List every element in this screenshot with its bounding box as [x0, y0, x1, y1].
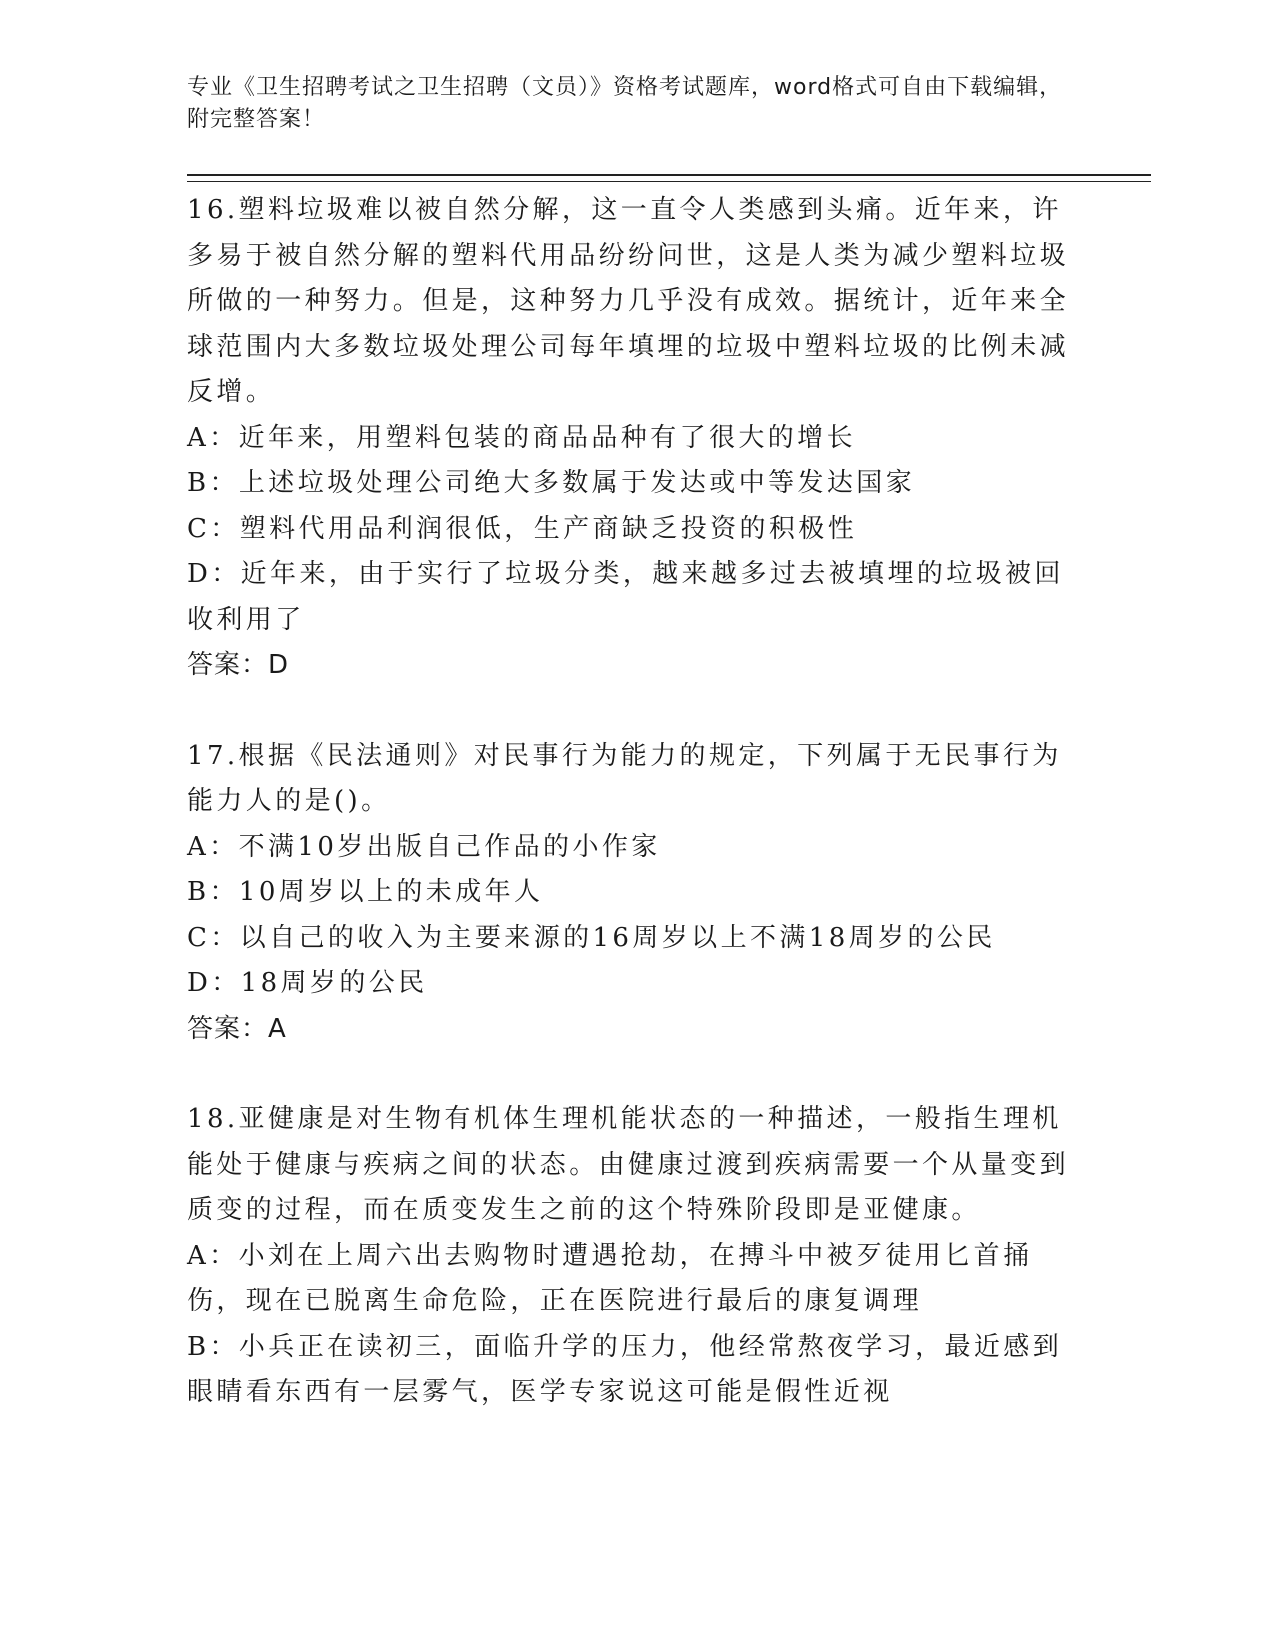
option-b: B：上述垃圾处理公司绝大多数属于发达或中等发达国家: [187, 468, 916, 498]
option-d: D：18周岁的公民: [187, 968, 428, 998]
answer: 答案：A: [187, 1013, 287, 1044]
option-a: A：小刘在上周六出去购物时遭遇抢劫，在搏斗中被歹徒用匕首捅伤，现在已脱离生命危险，正在医院进行最后的康复调理: [187, 1240, 1033, 1316]
option-a: A：不满10岁出版自己作品的小作家: [187, 831, 661, 862]
option-c: C：以自己的收入为主要来源的16周岁以上不满18周岁的公民: [187, 922, 996, 953]
header-rule-thin: [187, 181, 1151, 182]
question-17: [187, 734, 1087, 1053]
header-rule-thick: [187, 174, 1151, 176]
option-a: A：近年来，用塑料包装的商品品种有了很大的增长: [187, 422, 856, 453]
question-stem: 17.根据《民法通则》对民事行为能力的规定，下列属于无民事行为能力人的是()。: [187, 740, 1062, 816]
question-list: [187, 188, 1087, 1461]
page-header: 专业《卫生招聘考试之卫生招聘（文员）》资格考试题库，word格式可自由下载编辑，附完整答案！: [187, 75, 1063, 132]
question-stem: 16.塑料垃圾难以被自然分解，这一直令人类感到头痛。近年来，许多易于被自然分解的塑料代用品纷纷问世，这是人类为减少塑料垃圾所做的一种努力。但是，这种努力几乎没有成效。据统计，近年来全球范围内大多数垃圾处理公司每年填埋的垃圾中塑料垃圾的比例未减反增。: [187, 195, 1070, 407]
question-16: [187, 188, 1087, 689]
option-b: B：10周岁以上的未成年人: [187, 877, 544, 907]
option-c: C：塑料代用品利润很低，生产商缺乏投资的积极性: [187, 513, 858, 544]
option-b: B：小兵正在读初三，面临升学的压力，他经常熬夜学习，最近感到眼睛看东西有一层雾气，医学专家说这可能是假性近视: [187, 1331, 1063, 1407]
answer: 答案：D: [187, 650, 290, 680]
option-d: D：近年来，由于实行了垃圾分类，越来越多过去被填埋的垃圾被回收利用了: [187, 559, 1064, 635]
question-stem: 18.亚健康是对生物有机体生理机能状态的一种描述，一般指生理机能处于健康与疾病之间的状态。由健康过渡到疾病需要一个从量变到质变的过程，而在质变发生之前的这个特殊阶段即是亚健康。: [187, 1104, 1070, 1225]
question-18: [187, 1097, 1087, 1416]
